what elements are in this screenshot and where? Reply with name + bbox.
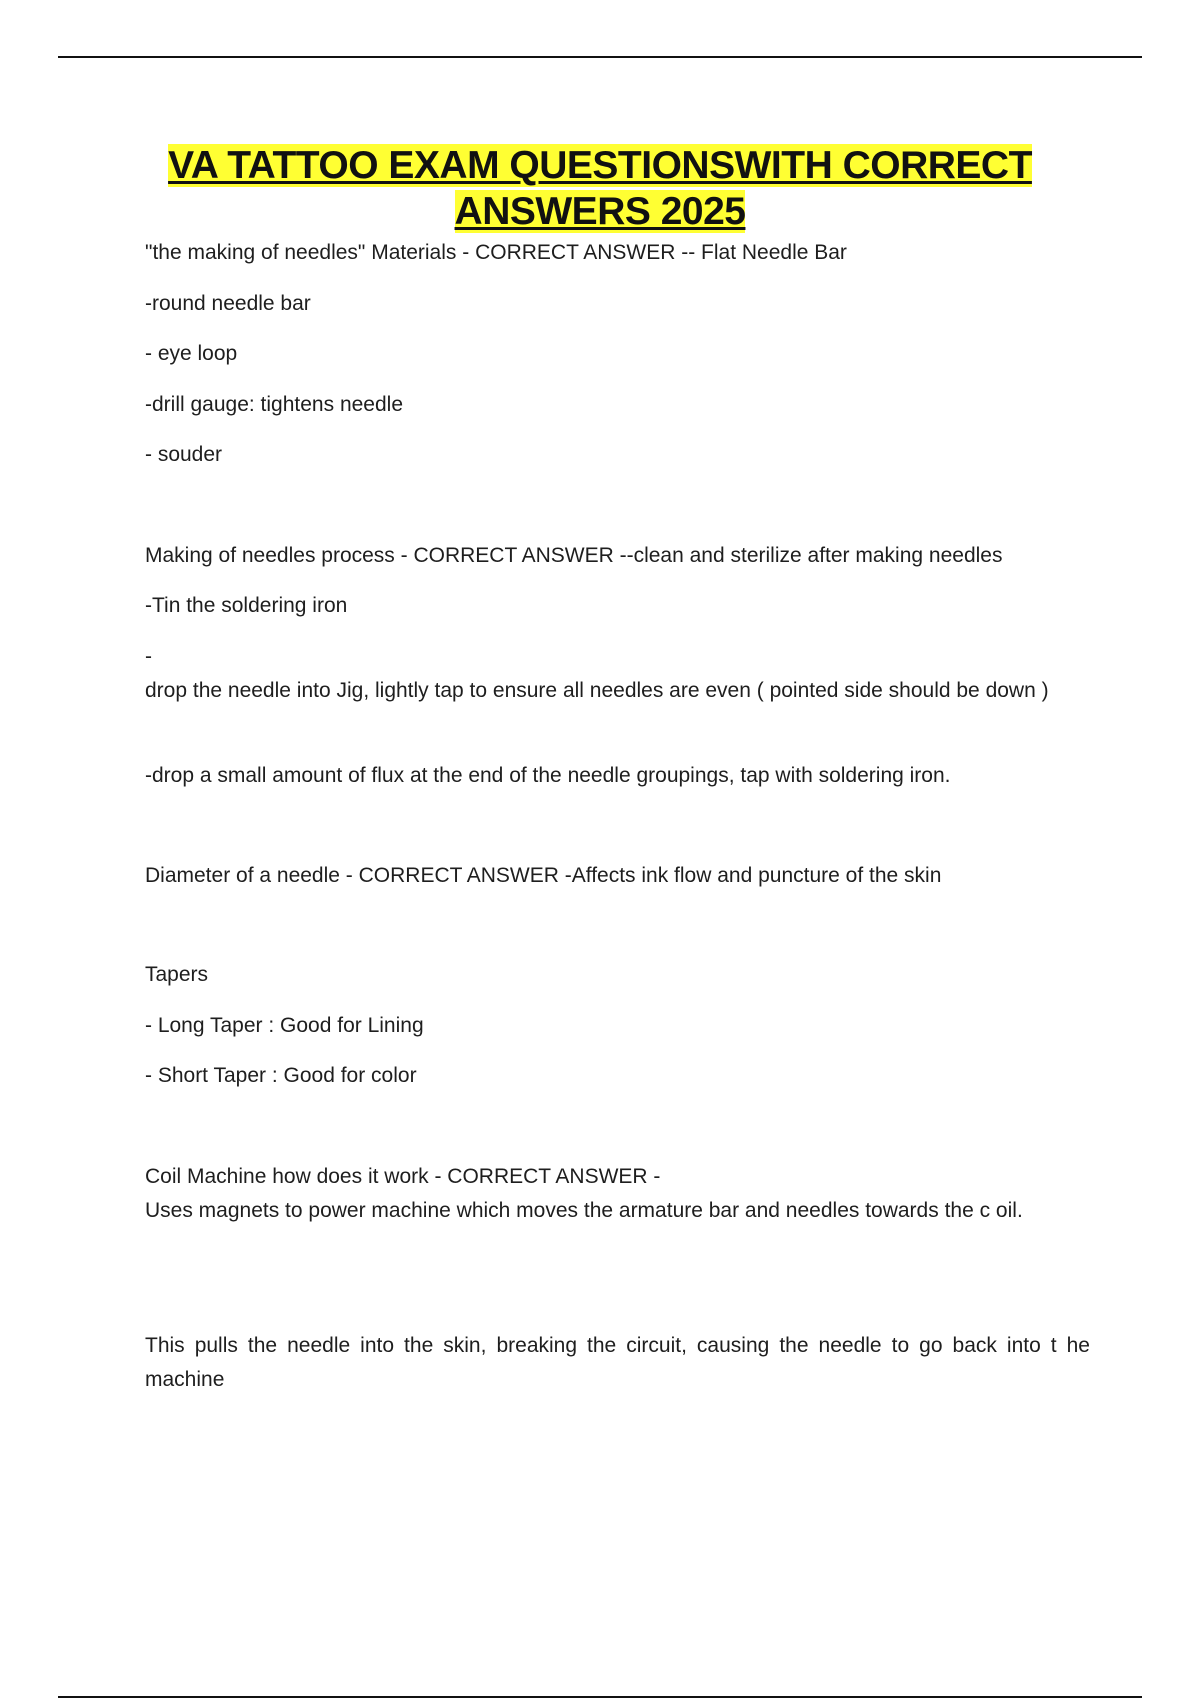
process-step-tin: -Tin the soldering iron	[145, 594, 348, 617]
title-line-2: ANSWERS 2025	[454, 190, 746, 233]
materials-question: "the making of needles" Materials - CORRECT ANSWER -- Flat Needle Bar	[145, 241, 847, 264]
process-question: Making of needles process - CORRECT ANSWER --clean and sterilize after making needles	[145, 544, 1003, 567]
materials-item-eye-loop: - eye loop	[145, 342, 238, 365]
title-line-1: VA TATTOO EXAM QUESTIONSWITH CORRECT	[168, 144, 1032, 187]
document-title	[100, 143, 1100, 235]
diameter-question: Diameter of a needle - CORRECT ANSWER -Affects ink flow and puncture of the skin	[145, 864, 942, 887]
process-step-flux: -drop a small amount of flux at the end of the needle groupings, tap with soldering iron.	[145, 764, 951, 787]
tapers-heading: Tapers	[145, 963, 209, 986]
coil-machine-question: Coil Machine how does it work - CORRECT ANSWER -	[145, 1165, 661, 1188]
bottom-rule	[58, 1696, 1142, 1698]
materials-item-round-needle-bar: -round needle bar	[145, 292, 311, 315]
materials-item-drill-gauge: -drill gauge: tightens needle	[145, 393, 404, 416]
materials-item-souder: - souder	[145, 443, 223, 466]
top-rule	[58, 56, 1142, 58]
taper-long: - Long Taper : Good for Lining	[145, 1014, 424, 1037]
taper-short: - Short Taper : Good for color	[145, 1064, 417, 1087]
coil-machine-answer: Uses magnets to power machine which moves the armature bar and needles towards the c oil.	[145, 1199, 1023, 1222]
process-step-jig: drop the needle into Jig, lightly tap to ensure all needles are even ( pointed side should be down )	[145, 679, 1049, 702]
coil-machine-explanation: This pulls the needle into the skin, breaking the circuit, causing the needle to go back into t he machine	[145, 1334, 1090, 1391]
process-step-dash: -	[145, 645, 152, 668]
